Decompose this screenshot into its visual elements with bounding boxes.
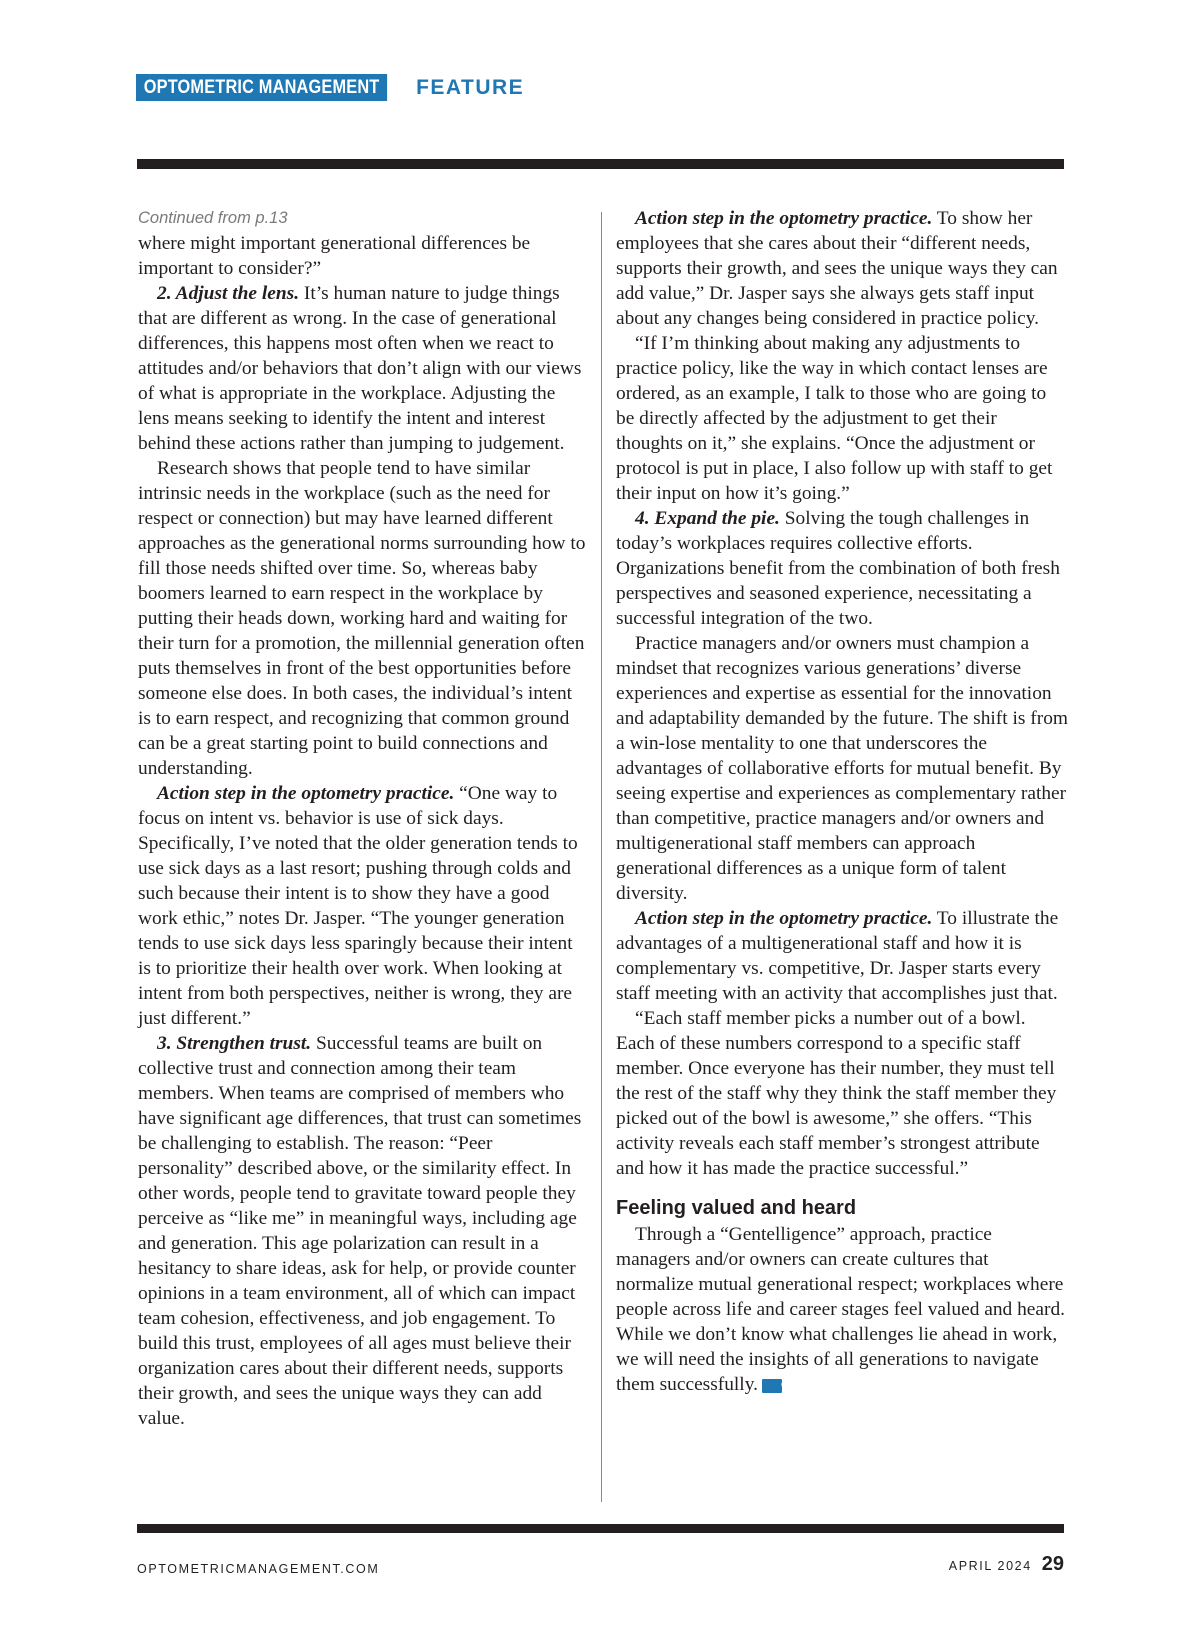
footer-date: APRIL 2024 xyxy=(948,1559,1032,1573)
paragraph-body: To show her employees that she cares about their “different needs, supports their growth, and sees the unique ways they can add value,” Dr. Jasper says she always gets staff input about any changes being considered in practice policy. xyxy=(616,208,1058,329)
section-tag: FEATURE xyxy=(416,75,525,99)
paragraph: “If I’m thinking about making any adjustments to practice policy, like the way in which contact lenses are ordered, as an example, I talk to those who are going to be directly affected by the adjustment to get their thoughts on it,” she explains. “Once the adjustment or protocol is put in place, I also follow up with staff to get their input on how it’s going.” xyxy=(616,333,1053,504)
left-column xyxy=(138,206,588,1431)
top-rule xyxy=(137,159,1064,169)
page-header xyxy=(136,74,524,101)
paragraph-body: To illustrate the advantages of a multigenerational staff and how it is complementary vs. competitive, Dr. Jasper starts every staff meeting with an activity that accomplishes just that. xyxy=(616,908,1059,1004)
paragraph xyxy=(616,1222,1068,1397)
paragraph: Research shows that people tend to have similar intrinsic needs in the workplace (such as the need for respect or connection) but may have learned different approaches as the generational norms surrounding how to fill those needs shifted over time. So, whereas baby boomers learned to earn respect in the workplace by putting their heads down, working hard and waiting for their turn for a promotion, the millennial generation often puts themselves in front of the best opportunities before someone else does. In both cases, the individual’s intent is to earn respect, and recognizing that common ground can be a great starting point to build connections and understanding. xyxy=(138,458,586,779)
paragraph-body: Through a “Gentelligence” approach, practice managers and/or owners can create cultures that normalize mutual generational respect; workplaces where people across life and career stages feel valued and heard. While we don’t know what challenges lie ahead in work, we will need the insights of all generations to navigate them successfully. xyxy=(616,1224,1065,1395)
right-column xyxy=(616,206,1068,1397)
paragraph-lead: Action step in the optometry practice. xyxy=(635,208,933,229)
paragraph-lead: 3. Strengthen trust. xyxy=(157,1033,312,1054)
paragraph: “Each staff member picks a number out of a bowl. Each of these numbers correspond to a specific staff member. Once everyone has their number, they must tell the rest of the staff why they think the staff member they picked out of the bowl is awesome,” she offers. “This activity reveals each staff member’s strongest attribute and how it has made the practice successful.” xyxy=(616,1008,1057,1179)
paragraph-body: “One way to focus on intent vs. behavior is use of sick days. Specifically, I’ve noted that the older generation tends to use sick days as a last resort; pushing through colds and such because their intent is to show they have a good work ethic,” notes Dr. Jasper. “The younger generation tends to use sick days less sparingly because their intent is to prioritize their health over work. When looking at intent from both perspectives, neither is wrong, they are just different.” xyxy=(138,783,578,1029)
magazine-tag: OPTOMETRIC MANAGEMENT xyxy=(136,74,387,101)
paragraph-lead: 4. Expand the pie. xyxy=(635,508,780,529)
paragraph xyxy=(616,206,1068,331)
paragraph xyxy=(616,906,1068,1006)
paragraph xyxy=(138,1031,588,1431)
page-number: 29 xyxy=(1041,1553,1064,1575)
column-divider xyxy=(601,212,602,1502)
paragraph-lead: Action step in the optometry practice. xyxy=(157,783,455,804)
paragraph: Practice managers and/or owners must champion a mindset that recognizes various generations’ diverse experiences and expertise as essential for the innovation and adaptability demanded by the future. The shift is from a win-lose mentality to one that underscores the advantages of collaborative efforts for mutual benefit. By seeing expertise and experiences as complementary rather than competitive, practice managers and/or owners and multigenerational staff members can approach generational differences as a unique form of talent diversity. xyxy=(616,633,1068,904)
bottom-rule xyxy=(137,1524,1064,1533)
paragraph-body: Solving the tough challenges in today’s workplaces requires collective efforts. Organizations benefit from the combination of both fresh perspectives and seasoned experience, necessitating a successful integration of the two. xyxy=(616,508,1060,629)
paragraph: where might important generational differences be important to consider?” xyxy=(138,233,531,279)
paragraph-lead: 2. Adjust the lens. xyxy=(157,283,300,304)
paragraph xyxy=(616,506,1068,631)
paragraph xyxy=(138,781,588,1031)
section-subhead: Feeling valued and heard xyxy=(616,1197,857,1219)
paragraph-body: Successful teams are built on collective trust and connection among their team members. When teams are comprised of members who have significant age differences, that trust can sometimes be challenging to establish. The reason: “Peer personality” described above, or the similarity effect. In other words, people tend to gravitate toward people they perceive as “like me” in meaningful ways, including age and generation. This age polarization can result in a hesitancy to share ideas, ask for help, or provide counter opinions in a team environment, all of which can impact team cohesion, effectiveness, and job engagement. To build this trust, employees of all ages must believe their organization cares about their different needs, supports their growth, and sees the unique ways they can add value. xyxy=(138,1033,582,1429)
footer-folio xyxy=(949,1553,1064,1576)
om-end-mark-icon: OM xyxy=(762,1379,782,1393)
paragraph-body: It’s human nature to judge things that are different as wrong. In the case of generational differences, this happens most often when we react to attitudes and/or behaviors that don’t align with our views of what is appropriate in the workplace. Adjusting the lens means seeking to identify the intent and interest behind these actions rather than jumping to judgement. xyxy=(138,283,582,454)
footer-website: OPTOMETRICMANAGEMENT.COM xyxy=(137,1562,380,1576)
paragraph-lead: Action step in the optometry practice. xyxy=(635,908,933,929)
paragraph xyxy=(138,281,588,456)
continued-note: Continued from p.13 xyxy=(138,209,288,227)
